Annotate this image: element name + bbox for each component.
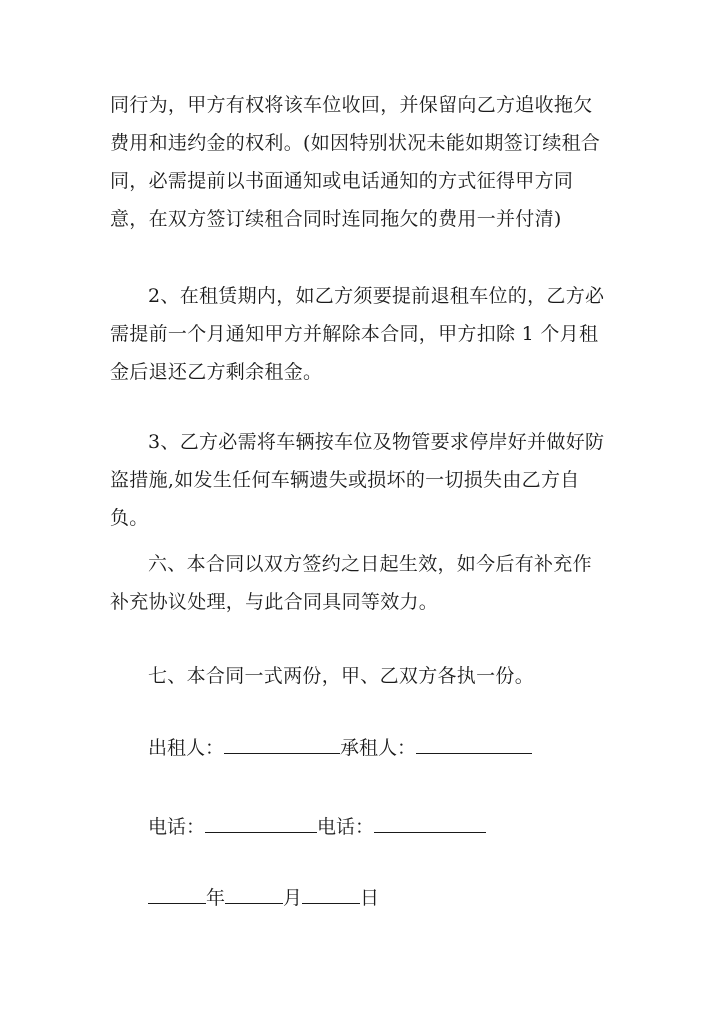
lessee-label: 承租人：	[340, 737, 417, 759]
lessor-phone-blank	[205, 812, 317, 833]
signature-parties-line	[148, 729, 532, 767]
month-blank	[225, 883, 283, 904]
day-blank	[302, 883, 360, 904]
signature-phone-line	[148, 808, 486, 846]
signature-date-line	[148, 879, 379, 917]
paragraph-effective-date: 六、本合同以双方签约之日起生效，如今后有补充作补充协议处理，与此合同具同等效力。	[110, 553, 592, 613]
lessor-label: 出租人：	[148, 737, 225, 759]
month-label: 月	[283, 887, 303, 909]
lessee-phone-label: 电话：	[317, 816, 375, 838]
day-label: 日	[360, 887, 380, 909]
lessor-signature-blank	[224, 733, 340, 754]
year-blank	[148, 883, 206, 904]
lessor-phone-label: 电话：	[148, 816, 206, 838]
lessee-phone-blank	[374, 812, 486, 833]
paragraph-early-termination: 2、在租赁期内，如乙方须要提前退租车位的，乙方必需提前一个月通知甲方并解除本合同，甲方扣除 1 个月租金后退还乙方剩余租金。	[110, 285, 605, 383]
paragraph-vehicle-safety: 3、乙方必需将车辆按车位及物管要求停岸好并做好防盗措施,如发生任何车辆遗失或损坏的一切损失由乙方自负。	[110, 431, 605, 529]
paragraph-copies: 七、本合同一式两份，甲、乙双方各执一份。	[148, 665, 535, 687]
year-label: 年	[206, 887, 226, 909]
paragraph-breach-clause: 同行为，甲方有权将该车位收回，并保留向乙方追收拖欠费用和违约金的权利。(如因特别状况未能如期签订续租合同，必需提前以书面通知或电话通知的方式征得甲方同意，在双方签订续租合同时连同拖欠的费用一并付清)	[110, 94, 601, 230]
lessee-signature-blank	[416, 733, 532, 754]
